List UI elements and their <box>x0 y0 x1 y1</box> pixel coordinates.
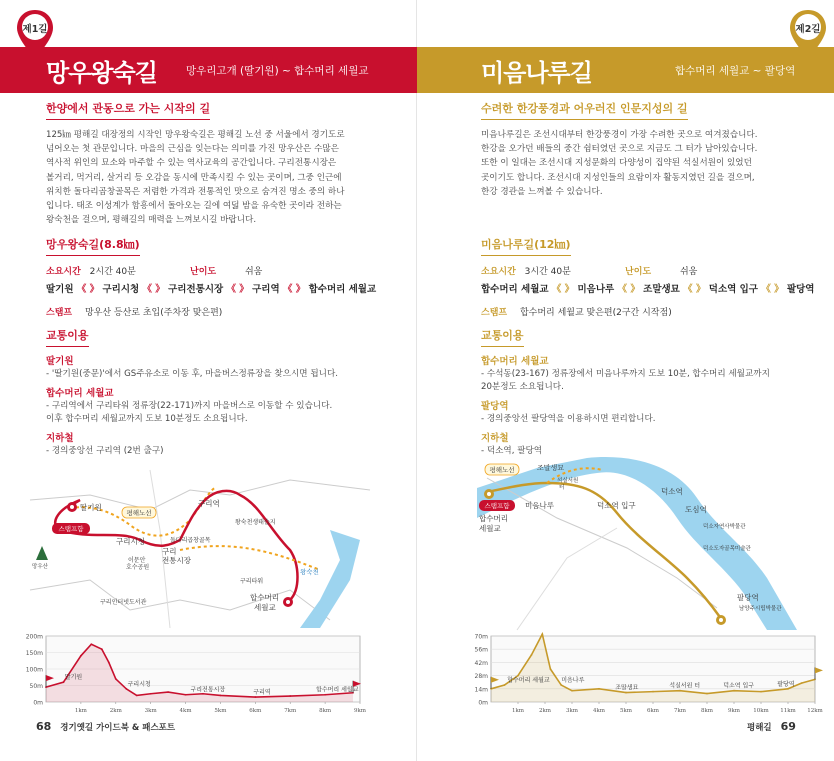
svg-text:석실서원: 석실서원 <box>557 478 579 484</box>
map-label: 구리인터넷도서관 <box>100 599 147 606</box>
chart-point <box>733 690 735 692</box>
map-label: 구리타워 <box>240 578 264 585</box>
chart-point <box>324 694 326 696</box>
chart-point <box>167 691 169 693</box>
chart-xtick-label: 8km <box>700 708 714 714</box>
chart-xtick-label: 5km <box>214 708 227 714</box>
chart-xtick-label: 11km <box>780 708 796 714</box>
map-label: 딸기원 <box>80 503 102 512</box>
difficulty-value: 쉬움 <box>679 267 698 277</box>
map-label: 평해노선 <box>126 509 152 517</box>
chart-xtick-label: 10km <box>753 708 769 714</box>
route-sep: 《 》 <box>76 284 100 295</box>
route-sep: 《 》 <box>551 284 575 295</box>
chart-ytick-label: 0m <box>33 699 43 707</box>
chart-point <box>531 654 533 656</box>
difficulty-label: 난이도 <box>625 267 652 277</box>
right-heading: 수려한 한강풍경과 어우러진 인문지성의 길 <box>481 100 688 120</box>
time-value: 2시간 40분 <box>89 267 136 277</box>
chart-xtick-label: 6km <box>249 708 262 714</box>
svg-text:합수머리: 합수머리 <box>250 593 279 602</box>
left-route <box>46 281 376 295</box>
chart-xtick-label: 1km <box>511 708 525 714</box>
right-time-row <box>481 264 571 277</box>
chart-point <box>560 684 562 686</box>
chart-point <box>254 696 256 698</box>
right-badge-pin <box>787 8 829 60</box>
left-paragraph <box>46 128 376 227</box>
chart-point <box>706 693 708 695</box>
transit-name: 합수머리 세월교 <box>46 388 114 399</box>
right-elevation-chart <box>461 632 821 716</box>
chart-point <box>63 681 65 683</box>
map-label: 덕소자연사박물관 <box>703 524 746 530</box>
svg-text:세월교: 세월교 <box>254 603 276 612</box>
chart-point <box>787 688 789 690</box>
left-difficulty-row <box>190 264 262 277</box>
chart-xtick-label: 6km <box>646 708 660 714</box>
chart-annotation: 구리시청 <box>127 680 151 688</box>
map-label: 조말생묘 <box>537 464 565 472</box>
left-course-heading: 망우왕숙길(8.8㎞) <box>46 236 140 256</box>
chart-annotation: 구리역 <box>253 689 271 697</box>
para-line: 넘어오는 첫 관문입니다. 마을의 근심을 잊는다는 의미를 가진 망우산은 수많은 <box>46 144 339 155</box>
right-stamp-row <box>481 305 672 318</box>
para-line: 역사적 위인의 묘소와 마주할 수 있는 역사교육의 공간입니다. 구리전통시장은 <box>46 158 337 169</box>
svg-text:합수머리: 합수머리 <box>479 514 508 523</box>
left-badge-pin <box>14 8 56 60</box>
left-footer <box>30 720 175 733</box>
chart-point <box>150 693 152 695</box>
right-transit-heading: 교통이용 <box>481 327 524 347</box>
para-line: 한강을 오가던 배들의 중간 쉼터였던 곳으로 지금도 그 터가 남아있습니다. <box>481 144 758 155</box>
right-difficulty-row <box>625 264 697 277</box>
chart-xtick-label: 3km <box>144 708 157 714</box>
route-stop: 덕소역 입구 <box>708 284 758 295</box>
map-label: 미음나루 <box>525 501 554 510</box>
route-sep: 《 》 <box>282 284 306 295</box>
chart-xtick-label: 12km <box>807 708 823 714</box>
route-stop: 합수머리 세월교 <box>481 284 549 295</box>
transit-name: 합수머리 세월교 <box>481 356 549 367</box>
map-label: 덕소역 입구 <box>597 501 636 510</box>
chart-ytick-label: 42m <box>474 659 488 667</box>
svg-text:세월교: 세월교 <box>479 524 501 533</box>
svg-text:호수공원: 호수공원 <box>126 564 150 571</box>
chart-point <box>679 690 681 692</box>
chart-point <box>625 692 627 694</box>
transit-line: - 수석동(23-167) 정류장에서 미음나루까지 도보 10분, 합수머리 세월교까지 <box>481 369 770 379</box>
left-stamp-row <box>46 305 222 318</box>
right-page <box>417 0 834 761</box>
chart-ytick-label: 14m <box>474 686 488 694</box>
chart-annotation: 미음나루 <box>561 677 585 685</box>
chart-ytick-label: 200m <box>25 633 43 641</box>
transit-name: 딸기원 <box>46 356 74 367</box>
map-label: 구리역 <box>198 499 220 508</box>
left-title: 망우왕숙길 <box>46 58 157 87</box>
chart-xtick-label: 3km <box>565 708 579 714</box>
stamp-value: 합수머리 세월교 맞은편(2구간 시작점) <box>519 308 672 318</box>
route-stop: 딸기원 <box>46 284 74 295</box>
right-title: 미음나루길 <box>481 58 592 87</box>
difficulty-label: 난이도 <box>190 267 217 277</box>
map-label: 왕숙천 <box>300 568 319 576</box>
right-banner <box>417 47 834 93</box>
svg-text:구리: 구리 <box>162 547 177 556</box>
chart-annotation: 딸기원 <box>64 674 83 682</box>
chart-point <box>80 655 82 657</box>
para-line: 왕숙천을 걸으며, 평해길의 매력을 느껴보시길 바랍니다. <box>46 215 257 226</box>
transit-line: - 구리역에서 구리타워 정류장(22-171)까지 마을버스로 이동할 수 있습니다. <box>46 401 333 411</box>
chart-annotation: 구리전통시장 <box>190 686 226 694</box>
chart-xtick-label: 8km <box>319 708 332 714</box>
chart-annotation: 석실서원 터 <box>669 682 701 690</box>
transit-line: 이후 합수머리 세월교까지 도보 10분정도 소요됩니다. <box>46 414 248 424</box>
footer-text: 경기옛길 가이드북 & 패스포트 <box>60 723 176 733</box>
right-badge-label: 제2길 <box>795 24 821 35</box>
right-route-map <box>477 458 817 630</box>
para-line: 미음나루길은 조선시대부터 한강풍경이 가장 수려한 곳으로 여겨졌습니다. <box>481 130 758 140</box>
right-route <box>481 281 814 295</box>
transit-name: 지하철 <box>481 433 509 444</box>
chart-ytick-label: 100m <box>25 666 43 674</box>
time-value: 3시간 40분 <box>524 267 571 277</box>
chart-xtick-label: 9km <box>727 708 741 714</box>
chart-xtick-label: 7km <box>673 708 687 714</box>
chart-ytick-label: 70m <box>474 633 488 641</box>
left-transit-heading: 교통이용 <box>46 327 89 347</box>
para-line: 125㎞ 평해길 대장정의 시작인 망우왕숙길은 평해길 노선 중 서울에서 경기도로 <box>46 130 345 140</box>
map-label: 평해노선 <box>489 466 515 474</box>
chart-annotation: 덕소역 입구 <box>723 682 755 690</box>
stamp-label: 스탬프 <box>481 308 508 318</box>
para-line: 볼거리, 먹거리, 살거리 등 오감을 동시에 만족시킬 수 있는 곳이며, 그중 인근에 <box>46 172 342 183</box>
chart-annotation: 합수머리 세월교 <box>316 686 359 694</box>
chart-point <box>541 633 543 635</box>
route-stop: 합수머리 세월교 <box>308 284 377 295</box>
chart-point <box>801 682 803 684</box>
chart-xtick-label: 5km <box>619 708 633 714</box>
right-subtitle: 합수머리 세월교 ~ 팔당역 <box>675 64 796 77</box>
transit-name: 지하철 <box>46 433 74 444</box>
chart-ytick-label: 0m <box>478 699 488 707</box>
chart-point <box>289 695 291 697</box>
chart-xtick-label: 2km <box>538 708 552 714</box>
chart-point <box>652 691 654 693</box>
chart-point <box>115 678 117 680</box>
transit-line: - '딸기원(중문)'에서 GS주유소로 이동 후, 마을버스정류장을 찾으시면 됩니다. <box>46 369 338 379</box>
chart-point <box>760 691 762 693</box>
route-stop: 구리시청 <box>102 284 140 295</box>
route-sep: 《 》 <box>142 284 165 295</box>
chart-point <box>571 690 573 692</box>
stamp-value: 망우산 등산로 초입(주차장 맞은편) <box>84 308 223 318</box>
map-label: 남양주시립박물관 <box>739 606 782 612</box>
chart-point <box>136 695 138 697</box>
route-stop: 조말생묘 <box>643 284 680 295</box>
left-badge-label: 제1길 <box>22 24 48 35</box>
map-label: 돌다리곱창골목 <box>170 537 211 544</box>
map-label: 왕숙천생태습지 <box>235 519 276 526</box>
chart-annotation: 팔당역 <box>777 680 795 688</box>
para-line: 한강 경관을 느껴볼 수 있습니다. <box>481 186 603 197</box>
right-paragraph <box>481 128 811 199</box>
difficulty-value: 쉬움 <box>244 267 263 277</box>
map-label: 덕소도자골목미술관 <box>703 546 751 552</box>
chart-annotation: 합수머리 세월교 <box>507 677 550 685</box>
route-sep: 《 》 <box>683 284 706 295</box>
route-sep: 《 》 <box>617 284 640 295</box>
chart-point <box>504 684 506 686</box>
transit-line: - 덕소역, 팔당역 <box>481 446 543 456</box>
transit-name: 팔당역 <box>481 401 509 412</box>
left-subtitle: 망우리고개 (딸기원) ~ 합수머리 세월교 <box>186 64 369 77</box>
transit-line: - 경의중앙선 팔당역을 이용하시면 편리합니다. <box>481 414 656 424</box>
stamp-badge-text: 스탬프함 <box>58 525 84 533</box>
chart-point <box>90 643 92 645</box>
chart-point <box>220 695 222 697</box>
chart-point <box>185 694 187 696</box>
left-elevation-chart <box>16 632 366 716</box>
route-stop: 미음나루 <box>577 284 615 295</box>
chart-xtick-label: 7km <box>284 708 297 714</box>
svg-text:터: 터 <box>559 485 565 491</box>
map-label: 덕소역 <box>661 487 683 496</box>
left-banner <box>0 47 417 93</box>
time-label: 소요시간 <box>481 267 516 277</box>
chart-xtick-label: 1km <box>74 708 87 714</box>
chart-ytick-label: 28m <box>474 673 488 681</box>
route-sep: 《 》 <box>226 284 249 295</box>
para-line: 입니다. 태조 이성계가 함흥에서 돌아오는 길에 여덟 밤을 유숙한 곳이라 전하는 <box>46 201 342 212</box>
chart-ytick-label: 56m <box>474 646 488 654</box>
transit-line: 20분정도 소요됩니다. <box>481 382 564 392</box>
chart-xtick-label: 4km <box>179 708 192 714</box>
footer-text: 평해길 <box>747 723 772 733</box>
chart-point <box>550 668 552 670</box>
right-footer <box>747 720 802 733</box>
map-label: 망우산 <box>32 564 48 570</box>
left-route-map <box>30 470 370 628</box>
route-stop: 구리역 <box>252 284 280 295</box>
stamp-badge-text: 스탬프함 <box>484 502 510 510</box>
para-line: 위치한 돌다리곱창골목은 저렴한 가격과 전통적인 맛으로 숨겨진 명소 중의 하나 <box>46 186 345 197</box>
chart-ytick-label: 50m <box>29 683 43 690</box>
chart-xtick-label: 9km <box>353 708 367 714</box>
chart-xtick-label: 2km <box>109 708 122 714</box>
route-sep: 《 》 <box>761 284 784 295</box>
para-line: 또한 이 일대는 조선시대 지성문화의 다양성이 집약된 석실서원이 있었던 <box>481 158 752 169</box>
left-heading: 한양에서 관동으로 가는 시작의 길 <box>46 100 210 120</box>
left-time-row <box>46 264 136 277</box>
route-stop: 구리전통시장 <box>168 284 224 295</box>
para-line: 곳이기도 합니다. 조선시대 지성인들의 요람이자 활동지였던 길을 걸으며, <box>481 172 755 183</box>
page-number: 68 <box>36 720 52 733</box>
chart-point <box>108 662 110 664</box>
flag-icon <box>815 667 823 673</box>
map-label: 도심역 <box>685 505 707 514</box>
right-course-heading: 미음나루길(12㎞) <box>481 236 571 256</box>
map-label: 팔당역 <box>737 593 759 602</box>
route-stop: 팔당역 <box>786 284 815 295</box>
chart-point <box>101 648 103 650</box>
chart-xtick-label: 4km <box>592 708 606 714</box>
time-label: 소요시간 <box>46 267 81 277</box>
map-label: 구리시청 <box>116 537 145 546</box>
stamp-label: 스탬프 <box>46 308 73 318</box>
chart-ytick-label: 150m <box>25 650 43 657</box>
chart-annotation: 조말생묘 <box>615 684 639 692</box>
chart-point <box>125 688 127 690</box>
page-number: 69 <box>780 720 796 733</box>
chart-point <box>598 688 600 690</box>
svg-text:이문안: 이문안 <box>128 557 146 564</box>
svg-text:전통시장: 전통시장 <box>162 556 191 565</box>
transit-line: - 경의중앙선 구리역 (2번 출구) <box>46 446 164 456</box>
